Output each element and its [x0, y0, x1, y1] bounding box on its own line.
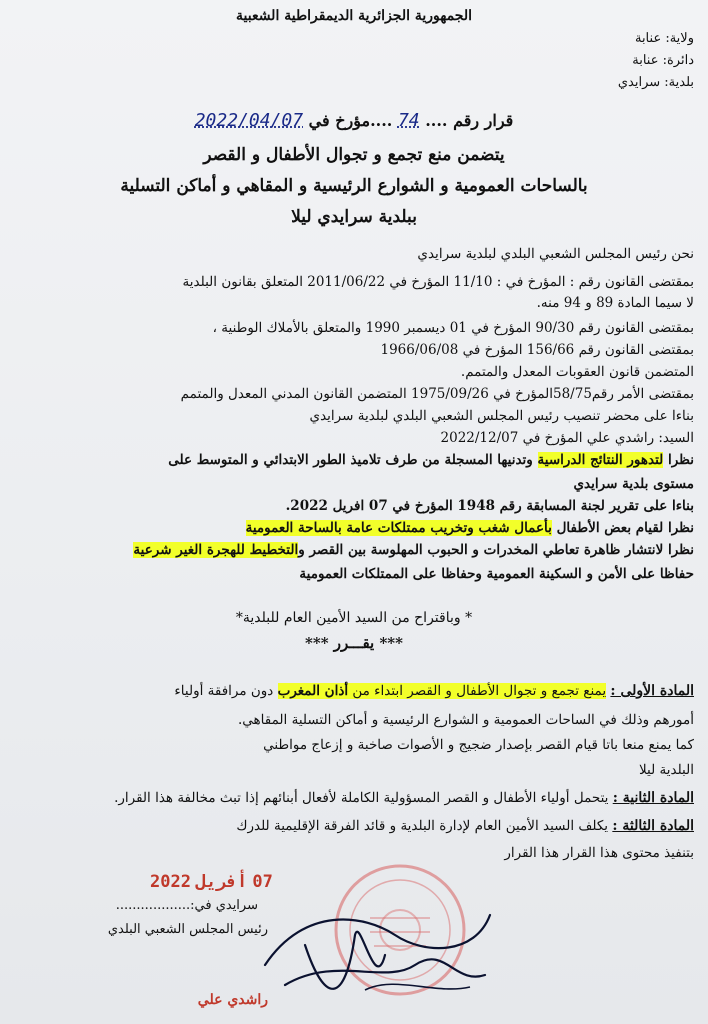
article-3-label: المادة الثالثة :	[612, 818, 694, 834]
decree-prefix: قرار رقم ....	[425, 111, 514, 130]
daira-line: دائرة: عنابة	[632, 53, 694, 68]
report-line: بناءا على تقرير لجنة المسابقة رقم 1948 المؤرخ في 07 افريل 2022.	[285, 498, 694, 514]
highlighted-text: لتدهور النتائج الدراسية	[537, 452, 664, 468]
highlighted-text	[278, 683, 607, 699]
decree-title	[0, 110, 708, 131]
whereas-drugs	[14, 542, 694, 558]
article-text: يتحمل أولياء الأطفال و القصر المسؤولية الكاملة لأفعال أبنائهم إذا تبث مخالفة هذا القرار.	[114, 790, 609, 806]
subject-line: يتضمن منع تجمع و تجوال الأطفال و القصر	[203, 145, 505, 165]
subject-line: بالساحات العمومية و الشوارع الرئيسية و المقاهي و أماكن التسلية	[120, 176, 588, 196]
highlighted-text: بأعمال شغب وتخريب ممتلكات عامة بالساحة العمومية	[245, 520, 552, 536]
signer-name: راشدي علي	[197, 992, 268, 1008]
article-2-label: المادة الثانية :	[612, 790, 694, 806]
preamble-line: بناءا على محضر تنصيب رئيس المجلس الشعبي البلدي لبلدية سرايدي	[309, 408, 694, 424]
decree-dated-label: ....مؤرخ في	[308, 111, 393, 130]
article-1-label: المادة الأولى :	[610, 683, 694, 699]
whereas-text: نظرا لقيام بعض الأطفال	[551, 520, 694, 536]
proposal-line: * وباقتراح من السيد الأمين العام للبلدية*	[235, 610, 473, 626]
date-stamp	[150, 872, 273, 892]
decree-subject	[0, 140, 708, 233]
whereas-results	[14, 452, 694, 468]
article-1	[14, 683, 694, 699]
preamble-line: بمقتضى القانون رقم 156/66 المؤرخ في 1966/06/08	[380, 342, 694, 358]
wilaya-line: ولاية: عنابة	[634, 31, 694, 46]
whereas-text: نظرا	[663, 452, 694, 468]
article-1-line: البلدية ليلا	[638, 762, 694, 778]
handwritten-signature-icon	[245, 895, 505, 1015]
preamble-line: نحن رئيس المجلس الشعبي البلدي لبلدية سرايدي	[417, 246, 694, 262]
preamble-line: بمقتضى القانون رقم 90/30 المؤرخ في 01 ديسمبر 1990 والمتعلق بالأملاك الوطنية ،	[212, 320, 694, 336]
article-text-part: يمنع تجمع و تجوال الأطفال و القصر ابتداء من	[348, 683, 607, 699]
security-line: حفاظا على الأمن و السكينة العمومية وحفاظا على الممتلكات العمومية	[299, 566, 694, 582]
date-stamp-year: 2022	[150, 872, 191, 892]
whereas-text: وتدنيها المسجلة من طرف تلاميذ الطور الابتدائي و المتوسط على	[168, 452, 538, 468]
republic-header: الجمهورية الجزائرية الديمقراطية الشعبية	[235, 8, 472, 24]
date-stamp-month: أفريل	[196, 872, 248, 892]
article-1-line: أمورهم وذلك في الساحات العمومية و الشوارع الرئيسية و أماكن التسلية المقاهي.	[238, 712, 694, 728]
article-text-part: أذان المغرب	[277, 683, 349, 699]
signature-place: سرايدي في:..................	[115, 898, 258, 913]
preamble-line: بمقتضى القانون رقم : المؤرخ في : 11/10 المؤرخ في 2011/06/22 المتعلق بقانون البلدية	[182, 274, 694, 290]
signatory-title: رئيس المجلس الشعبي البلدي	[107, 922, 268, 937]
whereas-text: نظرا لانتشار ظاهرة تعاطي المخدرات و الحبوب المهلوسة بين القصر و	[298, 542, 694, 558]
decree-date: 2022/04/07	[194, 110, 304, 131]
article-text: يكلف السيد الأمين العام لإدارة البلدية و قائد الفرقة الإقليمية للدرك	[236, 818, 609, 834]
article-1-line: كما يمنع منعا باتا قيام القصر بإصدار ضجيج و الأصوات صاخبة و إزعاج مواطني	[263, 737, 694, 753]
commune-line: بلدية: سرايدي	[617, 75, 694, 90]
whereas-results-cont: مستوى بلدية سرايدي	[573, 476, 694, 492]
admin-block	[618, 28, 694, 94]
preamble-line: لا سيما المادة 89 و 94 منه.	[536, 295, 694, 311]
date-stamp-day: 07	[252, 872, 273, 892]
article-2	[14, 790, 694, 806]
subject-line: ببلدية سرايدي ليلا	[291, 207, 417, 227]
decides-heading: *** يقـــرر ***	[305, 634, 403, 652]
highlighted-text: التخطيط للهجرة الغير شرعية	[133, 542, 299, 558]
preamble-line: المتضمن قانون العقوبات المعدل والمتمم.	[460, 364, 694, 380]
article-3	[14, 818, 694, 834]
preamble-line: السيد: راشدي علي المؤرخ في 2022/12/07	[440, 430, 694, 446]
preamble-line: بمقتضى الأمر رقم58/75المؤرخ في 1975/09/26 المتضمن القانون المدني المعدل والمتمم	[180, 386, 694, 402]
whereas-riots	[14, 520, 694, 536]
article-text-part: دون مرافقة أولياء	[174, 683, 278, 699]
article-3-line: بتنفيذ محتوى هذا القرار هذا القرار	[504, 845, 694, 861]
decree-number: 74	[397, 110, 420, 131]
article-text	[174, 683, 606, 699]
